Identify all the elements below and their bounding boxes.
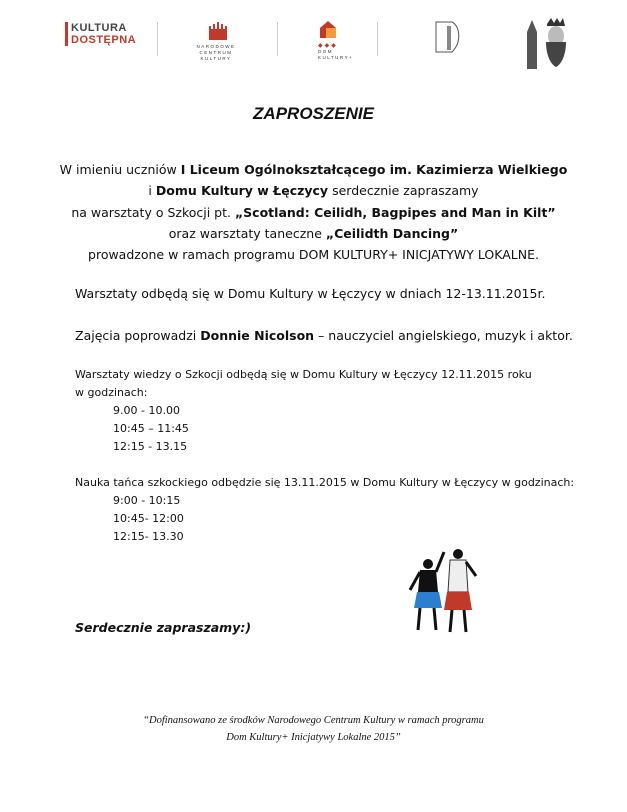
session1-text: Warsztaty wiedzy o Szkocji odbędą się w Domu Kultury w Łęczycy 12.11.2015 roku	[75, 368, 532, 381]
crown-icon	[196, 22, 236, 40]
lead-line	[75, 328, 573, 343]
dots: ◆◆◆	[318, 42, 338, 49]
session1-text2: w godzinach:	[75, 386, 148, 399]
house-icon	[318, 20, 338, 38]
instructor-name: Donnie Nicolson	[200, 328, 315, 343]
venue-name: Domu Kultury w Łęczycy	[155, 183, 329, 198]
intro-line-5: prowadzone w ramach programu DOM KULTURY+ INICJATYWY LOKALNE.	[88, 247, 539, 262]
divider	[377, 22, 378, 56]
text: W imieniu uczniów	[59, 162, 181, 177]
session2-time: 12:15- 13.30	[113, 530, 184, 543]
logo-text: NARODOWE	[196, 44, 236, 49]
logo-text: KULTURY+	[318, 55, 354, 60]
dom-kultury-logo	[318, 20, 358, 61]
kultura-dostepna-logo	[65, 22, 136, 46]
text: oraz warsztaty taneczne	[168, 226, 326, 241]
text: Zajęcia poprowadzi	[75, 328, 201, 343]
footer-line-2: Dom Kultury+ Inicjatywy Lokalne 2015”	[226, 732, 401, 743]
session2-time: 10:45- 12:00	[113, 512, 184, 525]
scottish-dancers-illustration	[400, 542, 490, 634]
nck-logo	[196, 22, 236, 62]
intro-line-4	[0, 226, 627, 241]
logo-text: DOM	[318, 49, 333, 54]
school-name: I Liceum Ogólnokształcącego im. Kazimierza Wielkiego	[180, 162, 568, 177]
page-title: ZAPROSZENIE	[253, 104, 374, 123]
intro-line-3	[0, 205, 627, 220]
logo-text: KULTURA	[71, 22, 127, 34]
closing-text: Serdecznie zapraszamy:)	[75, 620, 252, 635]
school-crest-icon	[433, 20, 463, 56]
session2-time: 9:00 - 10:15	[113, 494, 181, 507]
intro-line-1	[0, 162, 627, 177]
intro-line-2	[0, 183, 627, 198]
session2-text: Nauka tańca szkockiego odbędzie się 13.11.2015 w Domu Kultury w Łęczycy w godzinach:	[75, 476, 575, 489]
session1-time: 9.00 - 10.00	[113, 404, 180, 417]
text: na warsztaty o Szkocji pt.	[71, 205, 235, 220]
text: serdecznie zapraszamy	[328, 183, 479, 198]
divider	[277, 22, 278, 56]
session1-time: 12:15 - 13.15	[113, 440, 188, 453]
king-castle-icon	[522, 14, 572, 69]
workshop-title: „Scotland: Ceilidh, Bagpipes and Man in Kilt”	[234, 205, 556, 220]
logo-text: KULTURY	[200, 56, 232, 61]
footer-line-1: “Dofinansowano ze środków Narodowego Centrum Kultury w ramach programu	[143, 715, 484, 726]
dance-workshop-title: „Ceilidth Dancing”	[325, 226, 459, 241]
text: i	[148, 183, 156, 198]
session1-time: 10:45 – 11:45	[113, 422, 189, 435]
text: – nauczyciel angielskiego, muzyk i aktor.	[314, 328, 573, 343]
logo-text: DOSTĘPNA	[71, 34, 137, 46]
dates-line: Warsztaty odbędą się w Domu Kultury w Łęczycy w dniach 12-13.11.2015r.	[75, 286, 546, 301]
divider	[157, 22, 158, 56]
logo-text: CENTRUM	[199, 50, 233, 55]
